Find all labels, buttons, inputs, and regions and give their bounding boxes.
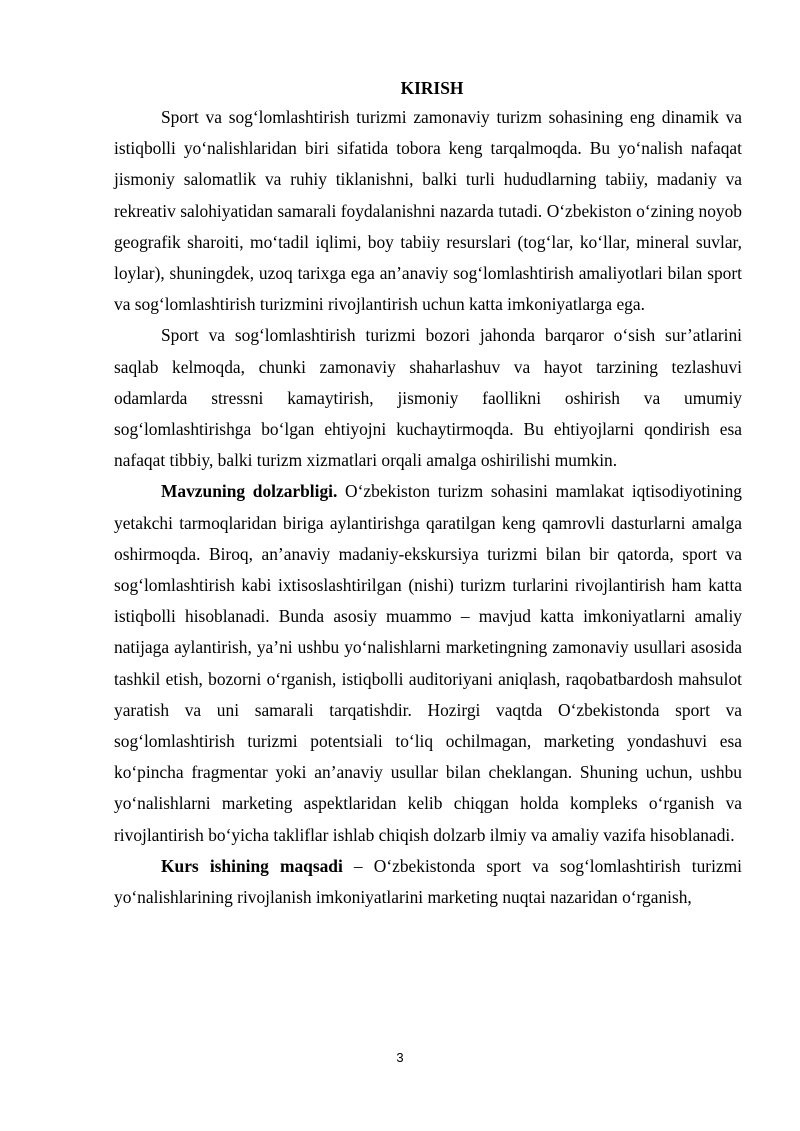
paragraph-goal bbox=[114, 851, 742, 913]
document-page bbox=[114, 74, 742, 913]
paragraph-text: – O‘zbekistonda sport va sog‘lomlashtirish turizmi yo‘nalishlarining rivojlanish imkoniyatlarini marketing nuqtai nazaridan o‘rganish, bbox=[114, 855, 742, 908]
paragraph-relevance bbox=[114, 476, 742, 850]
paragraph-lead: Kurs ishining maqsadi bbox=[161, 855, 343, 876]
paragraph-text: O‘zbekiston turizm sohasini mamlakat iqtisodiyotining yetakchi tarmoqlaridan biriga aylantirishga qaratilgan keng qamrovli dasturlarni amalga oshirmoqda. Biroq, an’anaviy madaniy-ekskursiya turizmi bilan bir qatorda, sport va sog‘lomlashtirish kabi ixtisoslashtirilgan (nishi) turizm turlarini rivojlantirish ham katta istiqbolli hisoblanadi. Bunda asosiy muammo – mavjud katta imkoniyatlarni amaliy natijaga aylantirish, ya’ni ushbu yo‘nalishlarni marketingning zamonaviy usullari asosida tashkil etish, bozorni o‘rganish, istiqbolli auditoriyani aniqlash, raqobatbardosh mahsulot yaratish va uni samarali tarqatishdir. Hozirgi vaqtda O‘zbekistonda sport va sog‘lomlashtirish turizmi potentsiali to‘liq ochilmagan, marketing yondashuvi esa ko‘pincha fragmentar yoki an’anaviy usullar bilan cheklangan. Shuning uchun, ushbu yo‘nalishlarni marketing aspektlaridan kelib chiqgan holda kompleks o‘rganish va rivojlantirish bo‘yicha takliflar ishlab chiqish dolzarb ilmiy va amaliy vazifa hisoblanadi. bbox=[114, 481, 742, 845]
paragraph-text: Sport va sog‘lomlashtirish turizmi bozori jahonda barqaror o‘sish sur’atlarini saqlab kelmoqda, chunki zamonaviy shaharlashuv va hayot tarzining tezlashuvi odamlarda stressni kamaytirish, jismoniy faollikni oshirish va umumiy sog‘lomlashtirishga bo‘lgan ehtiyojni kuchaytirmoqda. Bu ehtiyojlarni qondirish esa nafaqat tibbiy, balki turizm xizmatlari orqali amalga oshirilishi mumkin. bbox=[114, 325, 742, 471]
page-number: 3 bbox=[396, 1050, 404, 1065]
paragraph-text: Sport va sog‘lomlashtirish turizmi zamonaviy turizm sohasining eng dinamik va istiqbolli yo‘nalishlaridan biri sifatida tobora keng tarqalmoqda. Bu yo‘nalish nafaqat jismoniy salomatlik va ruhiy tiklanishni, balki turli hududlarning tabiiy, madaniy va rekreativ salohiyatidan samarali foydalanishni nazarda tutadi. O‘zbekiston o‘zining noyob geografik sharoiti, mo‘tadil iqlimi, boy tabiiy resurslari (tog‘lar, ko‘llar, mineral suvlar, loylar), shuningdek, uzoq tarixga ega an’anaviy sog‘lomlashtirish amaliyotlari bilan sport va sog‘lomlashtirish turizmini rivojlantirish uchun katta imkoniyatlarga ega. bbox=[114, 107, 742, 315]
paragraph-lead: Mavzuning dolzarbligi. bbox=[161, 481, 338, 502]
section-heading: KIRISH bbox=[400, 78, 464, 98]
paragraph-intro bbox=[114, 102, 742, 320]
paragraph-market bbox=[114, 320, 742, 476]
